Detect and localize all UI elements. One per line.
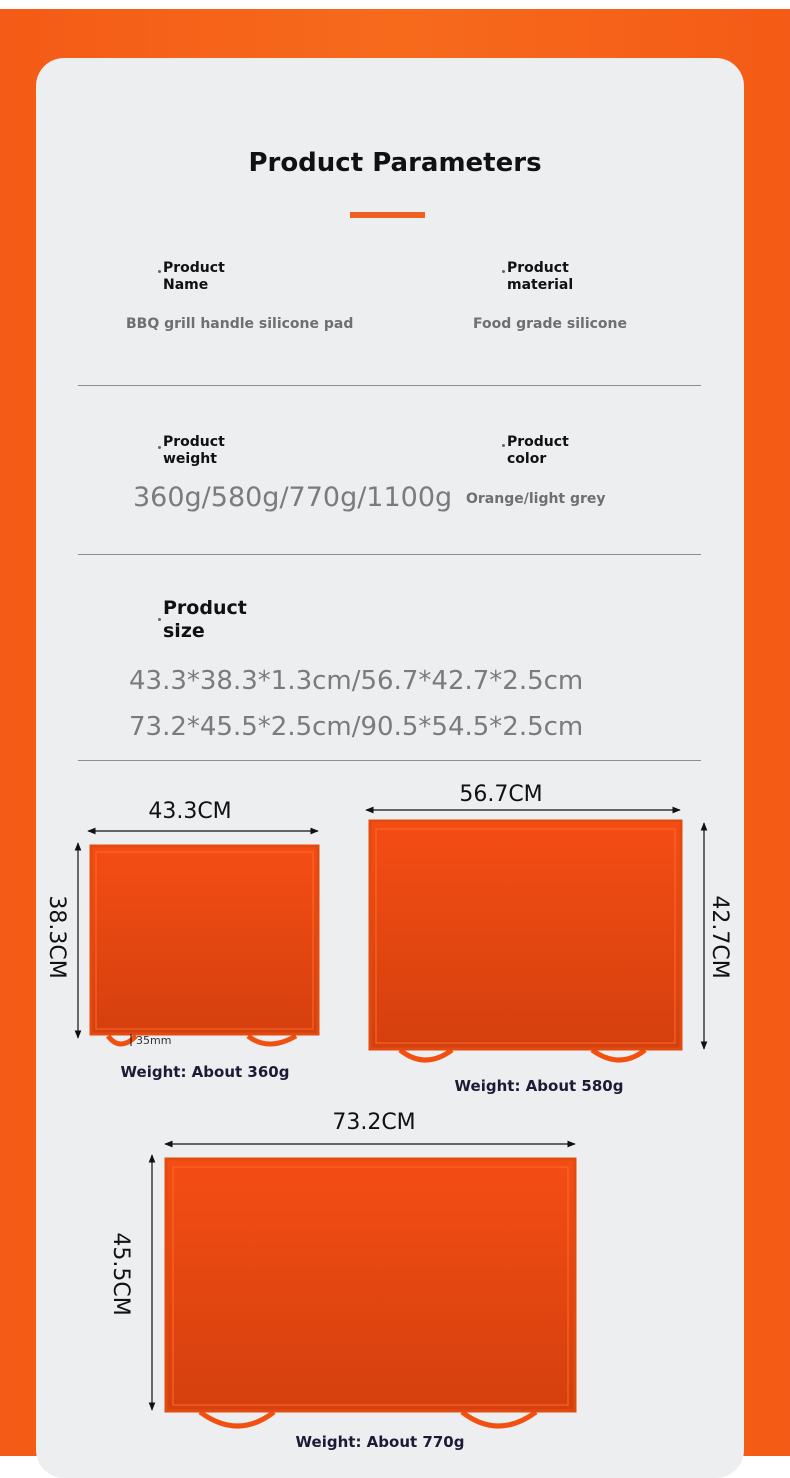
pad-large-width: 73.2CM	[332, 1110, 416, 1135]
pad-small-width: 43.3CM	[148, 799, 232, 824]
size-diagrams	[0, 770, 790, 1456]
product-material-value: Food grade silicone	[473, 316, 627, 332]
pad-small-thickness: 35mm	[136, 1034, 172, 1047]
divider	[78, 760, 701, 761]
pad-medium-width: 56.7CM	[459, 782, 543, 807]
product-weight-label: Product weight	[163, 434, 225, 467]
bullet-icon	[502, 270, 505, 273]
pad-small-weight: Weight: About 360g	[120, 1063, 290, 1081]
bullet-icon	[158, 618, 161, 621]
pad-medium-height: 42.7CM	[707, 895, 732, 979]
product-weight-value: 360g/580g/770g/1100g	[133, 482, 453, 513]
divider	[78, 554, 701, 555]
product-color-label: Product color	[507, 434, 569, 467]
product-size-value-2: 73.2*45.5*2.5cm/90.5*54.5*2.5cm	[129, 712, 584, 742]
product-size-value-1: 43.3*38.3*1.3cm/56.7*42.7*2.5cm	[129, 666, 584, 696]
title-underline	[350, 212, 425, 218]
page-title: Product Parameters	[248, 148, 542, 178]
product-material-label: Product material	[507, 260, 574, 293]
pad-small-height: 38.3CM	[44, 895, 69, 979]
pad-large-height: 45.5CM	[108, 1232, 133, 1316]
pad-small	[44, 799, 318, 1081]
bullet-icon	[158, 446, 161, 449]
divider	[78, 385, 701, 386]
pad-medium-weight: Weight: About 580g	[454, 1077, 624, 1095]
product-name-label: Product Name	[163, 260, 225, 293]
product-size-label: Product size	[163, 597, 247, 642]
pad-medium	[366, 782, 732, 1095]
product-name-value: BBQ grill handle silicone pad	[126, 316, 354, 332]
pad-large-weight: Weight: About 770g	[295, 1433, 465, 1451]
bullet-icon	[502, 444, 505, 447]
product-color-value: Orange/light grey	[466, 491, 606, 507]
bullet-icon	[158, 270, 161, 273]
pad-large	[108, 1110, 575, 1451]
